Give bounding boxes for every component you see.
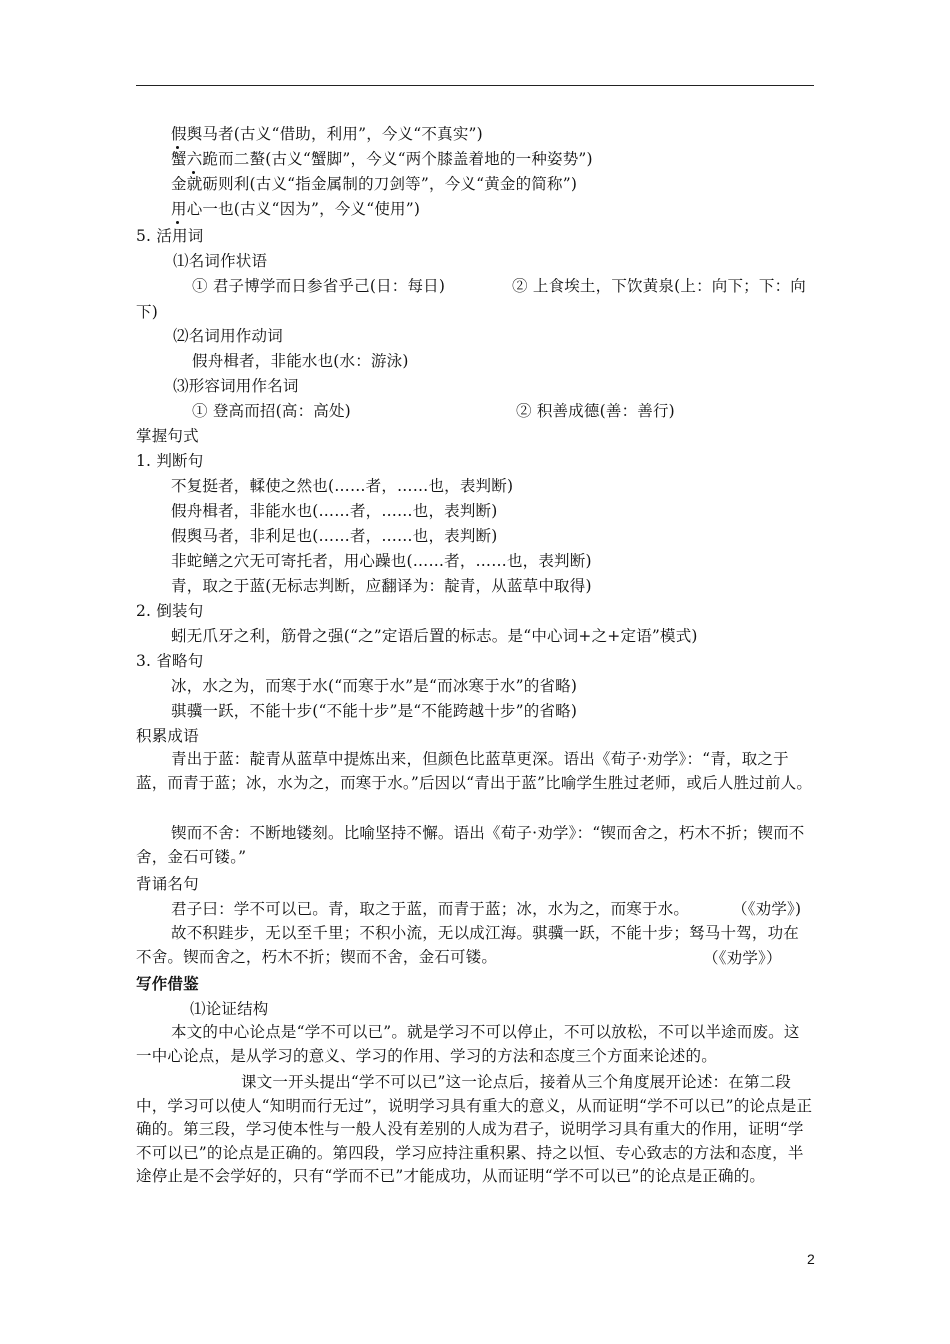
example-line: ① 登高而招(高：高处) (192, 402, 351, 420)
paragraph: 本文的中心论点是“学不可以已”。就是学习不可以停止，不可以放松，不可以半途而废。这一中心论点，是从学习的意义、学习的作用、学习的方法和态度三个方面来论述的。 (136, 1023, 800, 1065)
example-line: 青，取之于蓝(无标志判断，应翻译为：靛青，从蓝草中取得) (171, 577, 592, 595)
example-line: ① 君子博学而日参省乎己(日：每日) (192, 277, 446, 295)
example-line-continued: 下) (136, 303, 158, 321)
subheading: 1. 判断句 (136, 452, 204, 470)
subheading: ⑶形容词用作名词 (173, 377, 299, 395)
subheading: ⑵名词用作动词 (173, 327, 283, 345)
page-number: 2 (807, 1251, 815, 1267)
example-line: ② 上食埃土，下饮黄泉(上：向下；下：向 (512, 277, 806, 295)
example-line: 假舟楫者，非能水也(水：游泳) (192, 352, 409, 370)
example-line: 冰，水之为，而寒于水(“而寒于水”是“而冰寒于水”的省略) (171, 677, 578, 695)
ancient-word-1: 假舆马者(古义“借助，利用”，今义“不真实”) (171, 125, 483, 143)
example-line: 假舟楫者，非能水也(……者，……也，表判断) (171, 502, 498, 520)
paragraph: 课文一开头提出“学不可以已”这一论点后，接着从三个角度展开论述：在第二段中，学习可以使人“知明而行无过”，说明学习具有重大的意义，从而证明“学不可以已”的论点是正确的。第三段，学习使本性与一般人没有差别的人成为君子，说明学习具有重大的作用，证明“学不可以已”的论点是正确的。第四段，学习应持注重积累、持之以恒、专心致志的方法和态度，半途停止是不会学好的，只有“学而不已”才能成功，从而证明“学不可以已”的论点是正确的。 (136, 1073, 813, 1185)
paragraph: 锲而不舍：不断地镂刻。比喻坚持不懈。语出《荀子·劝学》：“锲而舍之，朽木不折；锲而不舍，金石可镂。” (136, 824, 805, 866)
header-rule (136, 85, 814, 86)
quote-paragraph: 故不积跬步，无以至千里；不积小流，无以成江海。骐骥一跃，不能十步；驽马十驾，功在不舍。锲而舍之，朽木不折；锲而不舍，金石可镂。 (136, 924, 800, 966)
subheading: ⑴论证结构 (190, 1000, 269, 1018)
section-heading: 5. 活用词 (136, 227, 204, 245)
example-line: 假舆马者，非利足也(……者，……也，表判断) (171, 527, 498, 545)
example-line: 不复挺者，輮使之然也(……者，……也，表判断) (171, 477, 514, 495)
example-line: 蚓无爪牙之利，筋骨之强(“之”定语后置的标志。是“中心词+之+定语”模式) (171, 627, 698, 645)
subheading: 2. 倒装句 (136, 602, 204, 620)
quote-line: 君子曰：学不可以已。青，取之于蓝，而青于蓝；冰，水为之，而寒于水。 (171, 900, 690, 918)
ancient-word-4: 用心一也(古义“因为”，今义“使用”) (171, 200, 421, 218)
ancient-word-2: 蟹六跪而二螯(古义“蟹脚”，今义“两个膝盖着地的一种姿势”) (171, 150, 593, 168)
paragraph: 青出于蓝：靛青从蓝草中提炼出来，但颜色比蓝草更深。语出《荀子·劝学》：“青，取之于蓝，而青于蓝；冰，水为之，而寒于水。”后因以“青出于蓝”比喻学生胜过老师，或后人胜过前人。 (136, 750, 813, 792)
example-line: 非蛇鳝之穴无可寄托者，用心躁也(……者，……也，表判断) (171, 552, 592, 570)
quote-source: （《劝学》) (732, 900, 802, 918)
subheading: ⑴名词作状语 (173, 252, 268, 270)
section-heading: 积累成语 (136, 727, 199, 745)
subheading: 3. 省略句 (136, 652, 204, 670)
ancient-word-3: 金就砺则利(古义“指金属制的刀剑等”，今义“黄金的简称”) (171, 175, 578, 193)
example-line: 骐骥一跃，不能十步(“不能十步”是“不能跨越十步”的省略) (171, 702, 578, 720)
example-line: ② 积善成德(善：善行) (516, 402, 675, 420)
section-heading: 写作借鉴 (136, 975, 199, 993)
emphasis-dot (176, 221, 179, 224)
section-heading: 掌握句式 (136, 427, 199, 445)
section-heading: 背诵名句 (136, 875, 199, 893)
quote-source: （《劝学》） (703, 949, 782, 967)
